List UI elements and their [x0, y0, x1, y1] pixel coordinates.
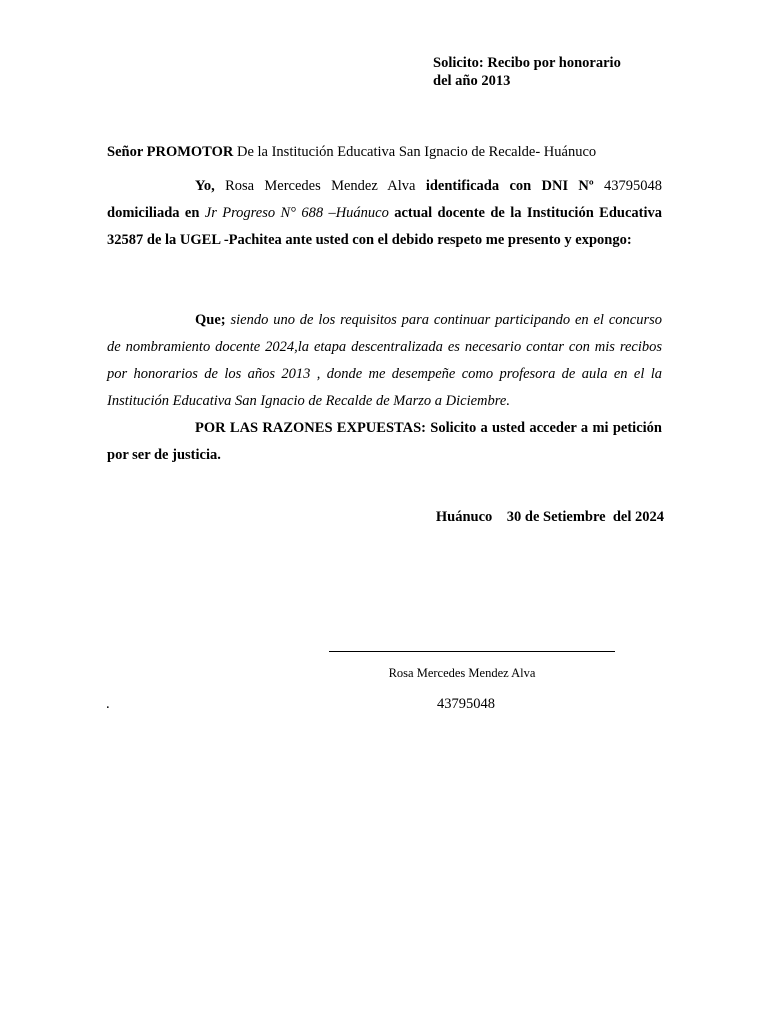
applicant-address: Jr Progreso N° 688 –Huánuco [199, 205, 395, 221]
signatory-name: Rosa Mercedes Mendez Alva [388, 666, 536, 680]
request-lead: Que; [195, 312, 226, 328]
request-text: siendo uno de los requisitos para continuar participando en el concurso de nombramiento docente 2024,la etapa descentralizada es necesario contar con mis recibos por honorarios de los años 2013 , donde me desempeñe como profesora de aula en el la Institución Educativa San Ignacio de Recalde de Marzo a Diciembre. [107, 312, 662, 409]
subject-block [433, 54, 621, 90]
date-place-line: Huánuco 30 de Setiembre del 2024 [435, 509, 664, 525]
applicant-dni: 43795048 [593, 178, 663, 194]
request-paragraph [107, 307, 662, 469]
stray-dot: . [106, 696, 110, 712]
signatory-dni: 43795048 [437, 696, 495, 712]
addressee-line [107, 143, 596, 161]
intro-rest: actual docente de la Institución Educativa 32587 de la UGEL -Pachitea ante usted con el debido respeto me presento y expongo: [107, 205, 662, 248]
subject-line-1: Solicito: Recibo por honorario [433, 55, 621, 71]
closing-statement: POR LAS RAZONES EXPUESTAS: Solicito a usted acceder a mi petición por ser de justicia. [107, 420, 662, 463]
subject-line-2: del año 2013 [433, 73, 511, 89]
domicile-label: domiciliada en [107, 205, 200, 221]
applicant-name: Rosa Mercedes Mendez Alva [214, 178, 426, 194]
intro-paragraph [107, 173, 662, 254]
addressee-institution: De la Institución Educativa San Ignacio de Recalde- Huánuco [233, 144, 597, 160]
intro-lead: Yo, [195, 178, 215, 194]
addressee-title: Señor PROMOTOR [107, 144, 234, 160]
dni-label: identificada con DNI Nº [425, 178, 594, 194]
signature-line [329, 651, 615, 652]
